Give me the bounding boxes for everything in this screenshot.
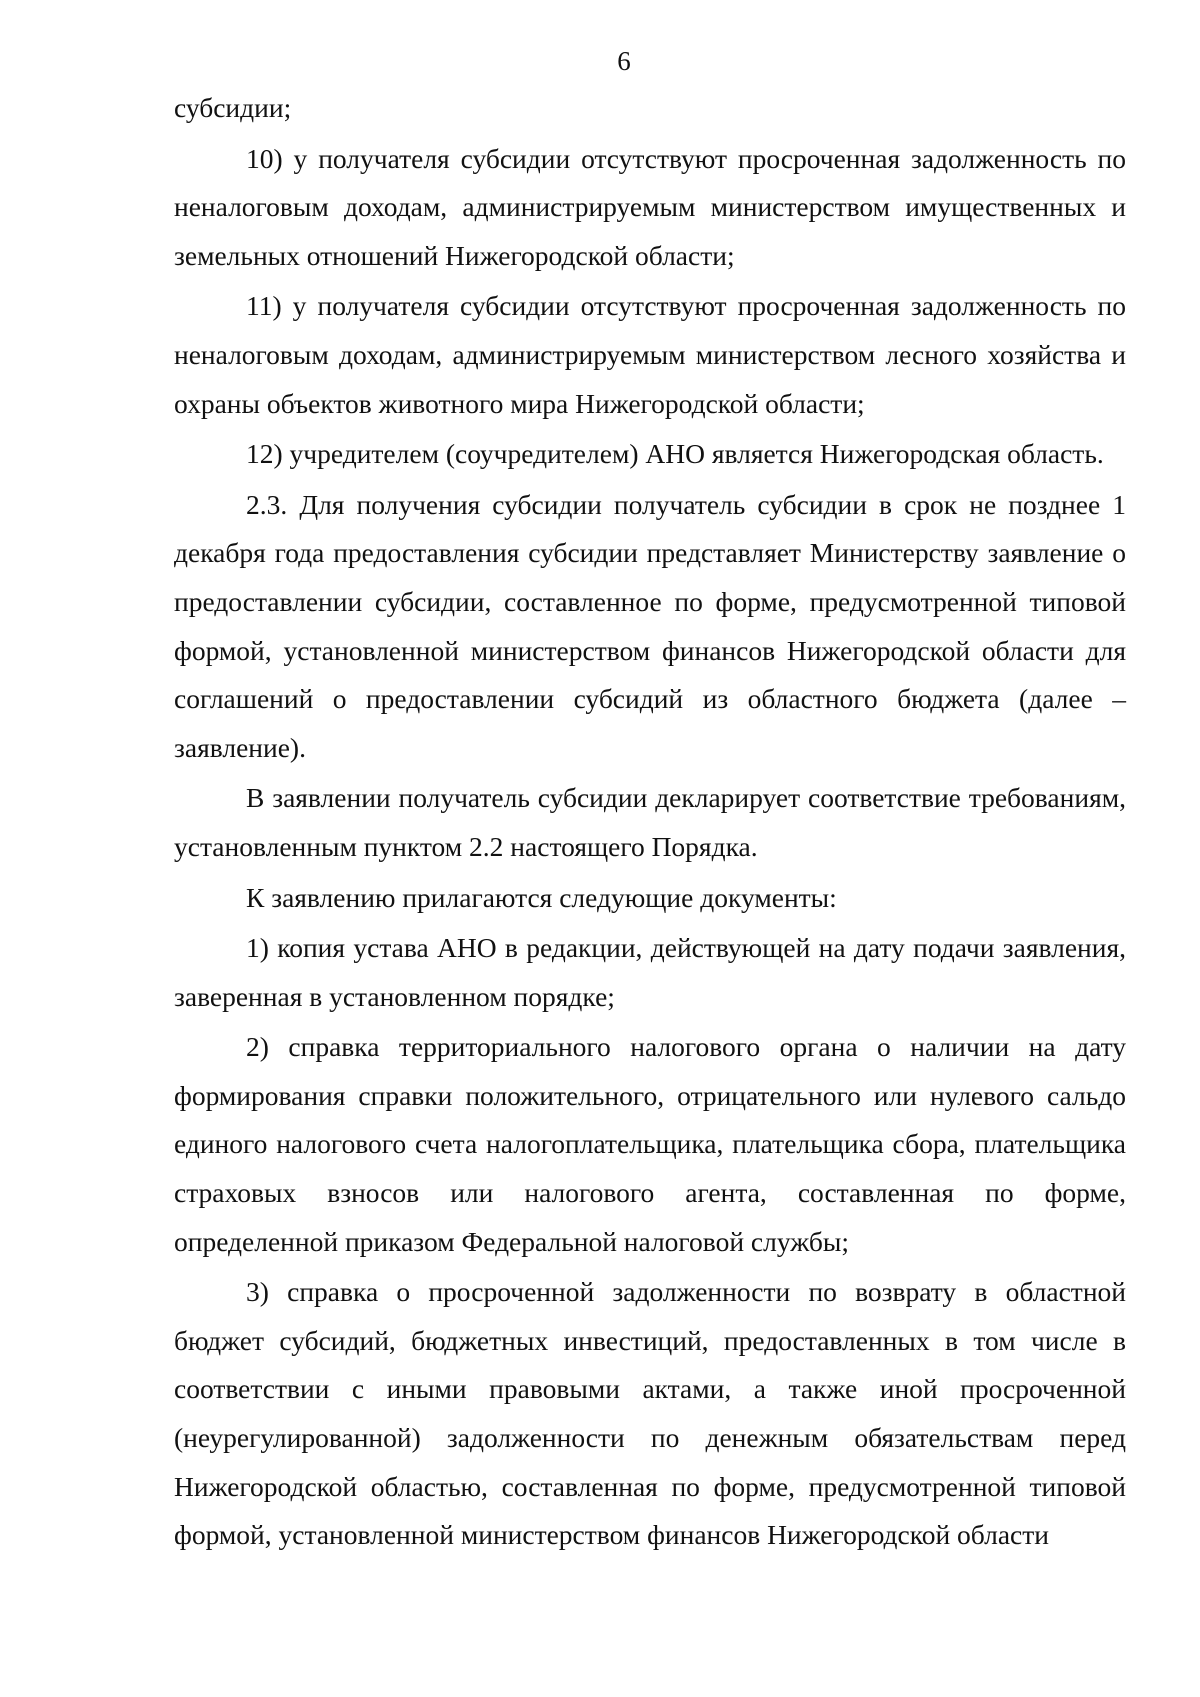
paragraph-declaration: В заявлении получатель субсидии декларирует соответствие требованиям, установленным пунктом 2.2 настоящего Порядка.: [174, 782, 1126, 862]
page-number: 6: [617, 46, 631, 76]
document-body: [174, 84, 1126, 1560]
paragraph-attachment-1: 1) копия устава АНО в редакции, действующей на дату подачи заявления, заверенная в установленном порядке;: [174, 932, 1126, 1012]
paragraph-section-2-3: 2.3. Для получения субсидии получатель субсидии в срок не позднее 1 декабря года предоставления субсидии представляет Министерству заявление о предоставлении субсидии, составленное по форме, предусмотренной типовой формой, установленной министерством финансов Нижегородской области для соглашений о предоставлении субсидий из областного бюджета (далее – заявление).: [174, 488, 1126, 763]
paragraph-attachment-3: 3) справка о просроченной задолженности по возврату в областной бюджет субсидий, бюджетных инвестиций, предоставленных в том числе в соответствии с иными правовыми актами, а также иной просроченной (неурегулированной) задолженности по денежным обязательствам перед Нижегородской областью, составленная по форме, предусмотренной типовой формой, установленной министерством финансов Нижегородской области: [174, 1276, 1126, 1551]
paragraph-item-12: 12) учредителем (соучредителем) АНО является Нижегородская область.: [246, 438, 1104, 470]
paragraph-attachments-intro: К заявлению прилагаются следующие документы:: [246, 881, 837, 913]
paragraph-item-11: 11) у получателя субсидии отсутствуют просроченная задолженность по неналоговым доходам, администрируемым министерством лесного хозяйства и охраны объектов животного мира Нижегородской области;: [174, 290, 1126, 419]
paragraph-continuation: субсидии;: [174, 92, 292, 123]
paragraph-attachment-2: 2) справка территориального налогового органа о наличии на дату формирования справки положительного, отрицательного или нулевого сальдо единого налогового счета налогоплательщика, плательщика сбора, плательщика страховых взносов или налогового агента, составленная по форме, определенной приказом Федеральной налоговой службы;: [174, 1031, 1126, 1257]
paragraph-item-10: 10) у получателя субсидии отсутствуют просроченная задолженность по неналоговым доходам, администрируемым министерством имущественных и земельных отношений Нижегородской области;: [174, 142, 1126, 271]
